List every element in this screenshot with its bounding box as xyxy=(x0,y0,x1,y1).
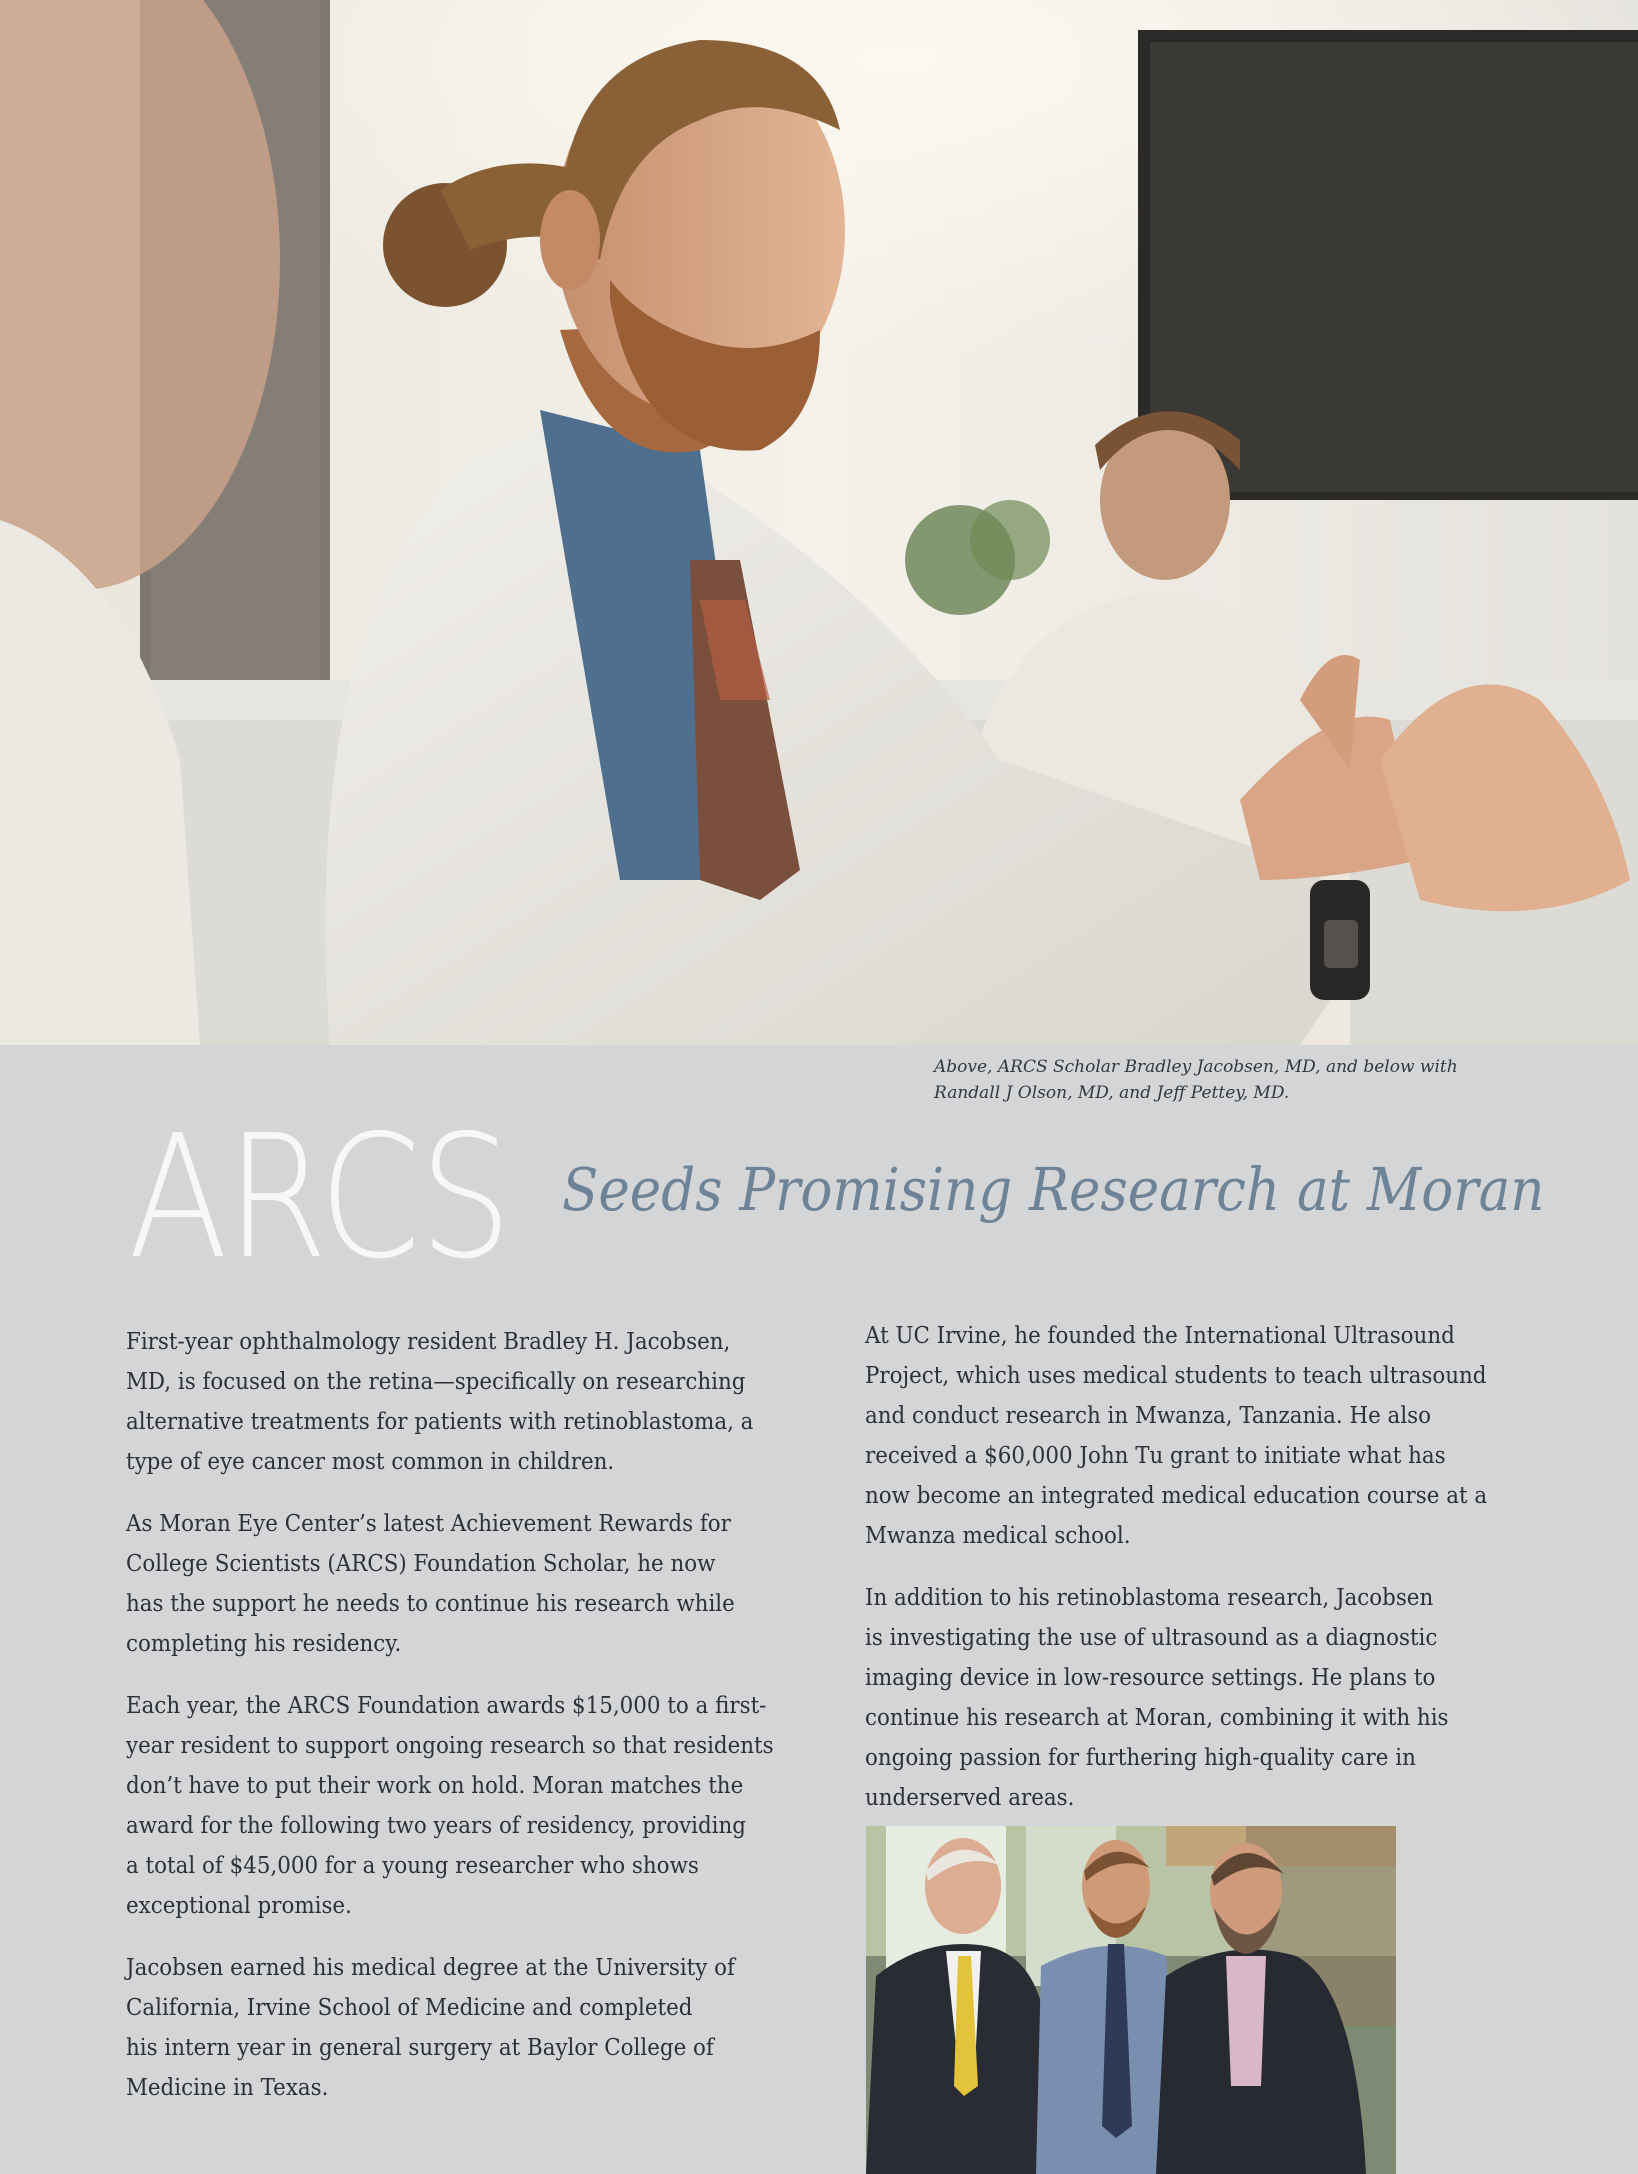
text-line: Medicine in Texas. xyxy=(126,2075,329,2101)
text-line: ongoing passion for furthering high-quality care in xyxy=(865,1745,1416,1771)
text-line: alternative treatments for patients with retinoblastoma, a xyxy=(126,1409,754,1435)
text-line: Project, which uses medical students to teach ultrasound xyxy=(865,1363,1487,1389)
text-line: College Scientists (ARCS) Foundation Scholar, he now xyxy=(126,1551,716,1577)
text-line: completing his residency. xyxy=(126,1631,402,1657)
text-line: now become an integrated medical education course at a xyxy=(865,1483,1488,1509)
text-line: Jacobsen earned his medical degree at the University of xyxy=(126,1955,735,1981)
text-line: his intern year in general surgery at Baylor College of xyxy=(126,2035,714,2061)
text-line: Each year, the ARCS Foundation awards $15,000 to a first- xyxy=(126,1693,767,1719)
text-line: received a $60,000 John Tu grant to initiate what has xyxy=(865,1443,1446,1469)
text-line: a total of $45,000 for a young researcher who shows xyxy=(126,1853,699,1879)
article-left-column xyxy=(126,1322,826,2130)
text-line: At UC Irvine, he founded the International Ultrasound xyxy=(865,1323,1455,1349)
text-line: California, Irvine School of Medicine and completed xyxy=(126,1995,693,2021)
text-line: exceptional promise. xyxy=(126,1893,352,1919)
paragraph-scholar xyxy=(126,1504,777,1664)
text-line: don’t have to put their work on hold. Moran matches the xyxy=(126,1773,744,1799)
text-line: imaging device in low-resource settings. He plans to xyxy=(865,1665,1436,1691)
paragraph-intro xyxy=(126,1322,777,1482)
text-line: and conduct research in Mwanza, Tanzania. He also xyxy=(865,1403,1432,1429)
paragraph-research-plans xyxy=(865,1578,1516,1818)
hero-photo xyxy=(0,0,1638,1045)
text-line: type of eye cancer most common in children. xyxy=(126,1449,615,1475)
caption-line-2: Randall J Olson, MD, and Jeff Pettey, MD. xyxy=(934,1083,1290,1103)
text-line: First-year ophthalmology resident Bradley H. Jacobsen, xyxy=(126,1329,731,1355)
group-photo xyxy=(866,1826,1396,2174)
text-line: continue his research at Moran, combining it with his xyxy=(865,1705,1449,1731)
text-line: In addition to his retinoblastoma research, Jacobsen xyxy=(865,1585,1434,1611)
text-line: MD, is focused on the retina—specifically on researching xyxy=(126,1369,746,1395)
headline-arcs: ARCS xyxy=(128,1099,511,1297)
text-line: is investigating the use of ultrasound as a diagnostic xyxy=(865,1625,1438,1651)
photo-caption xyxy=(934,1054,1534,1106)
text-line: award for the following two years of residency, providing xyxy=(126,1813,747,1839)
paragraph-uc-irvine xyxy=(865,1316,1516,1556)
headline-subtitle: Seeds Promising Research at Moran xyxy=(562,1155,1545,1224)
paragraph-award xyxy=(126,1686,777,1926)
paragraph-education xyxy=(126,1948,777,2108)
text-line: As Moran Eye Center’s latest Achievement Rewards for xyxy=(126,1511,731,1537)
text-line: underserved areas. xyxy=(865,1785,1075,1811)
text-line: Mwanza medical school. xyxy=(865,1523,1131,1549)
caption-line-1: Above, ARCS Scholar Bradley Jacobsen, MD, and below with xyxy=(934,1057,1458,1077)
text-line: has the support he needs to continue his research while xyxy=(126,1591,735,1617)
article-right-column xyxy=(865,1316,1565,1840)
text-line: year resident to support ongoing research so that residents xyxy=(126,1733,774,1759)
